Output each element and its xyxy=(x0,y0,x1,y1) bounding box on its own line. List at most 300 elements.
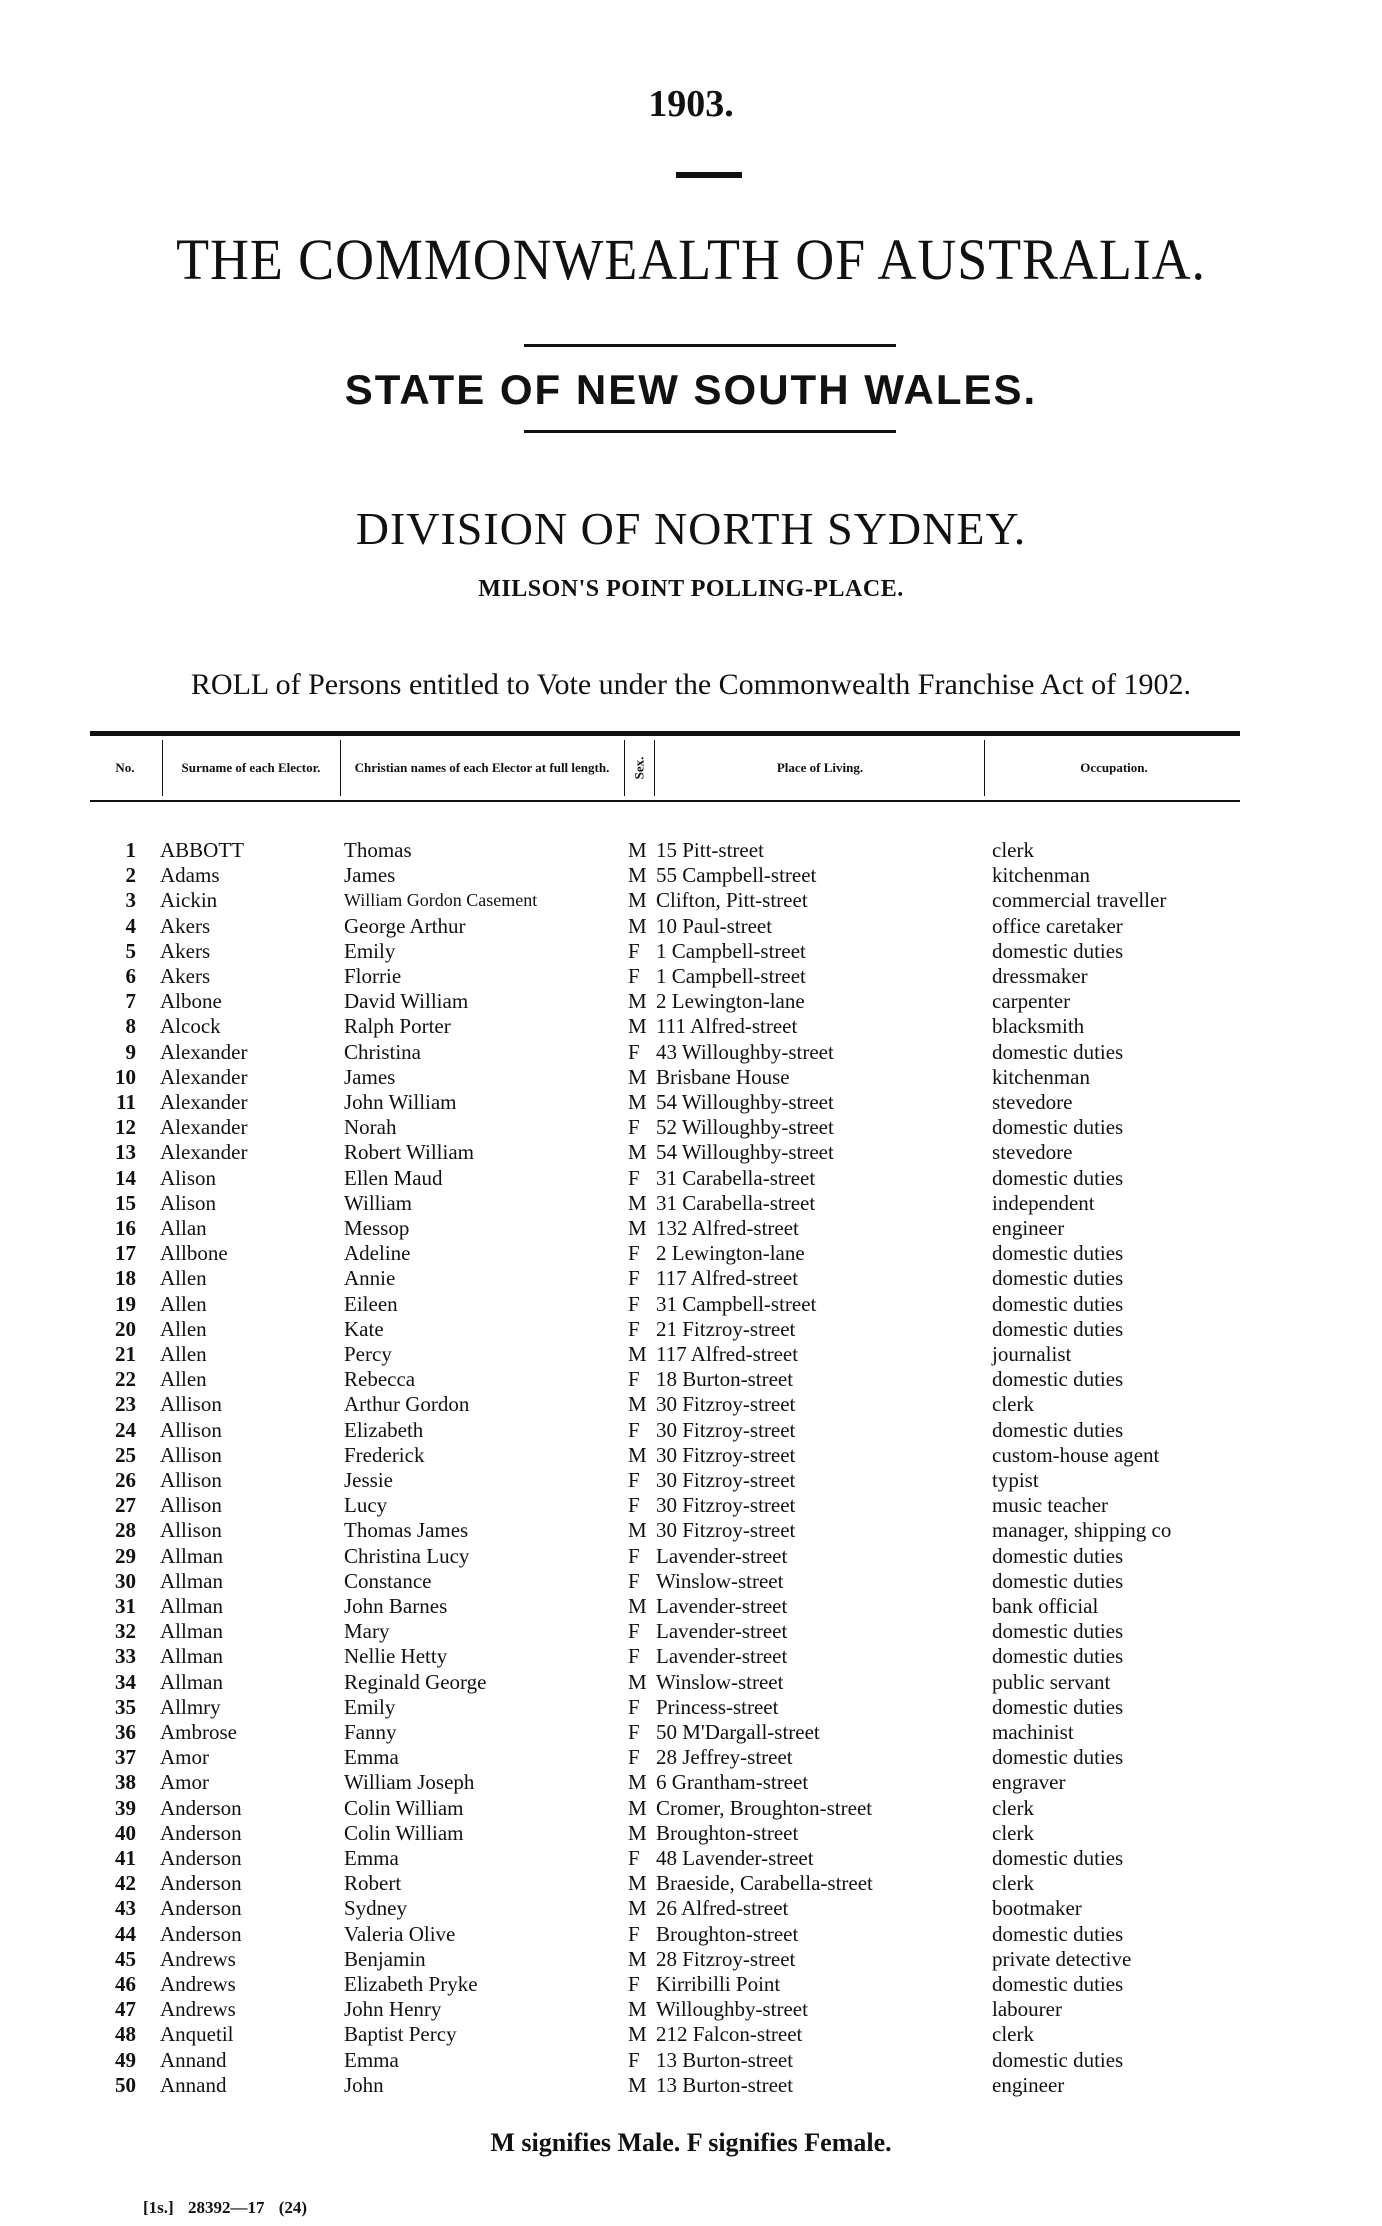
table-row xyxy=(0,838,1382,863)
christian-names-cell: Mary xyxy=(344,1619,390,1644)
sex-cell: M xyxy=(628,1140,647,1165)
place-of-living-cell: 30 Fitzroy-street xyxy=(656,1493,796,1518)
surname-cell: Alexander xyxy=(160,1064,248,1089)
sex-cell: M xyxy=(628,1342,647,1366)
christian-names-cell: George Arthur xyxy=(344,913,466,938)
place-of-living-cell: 31 Carabella-street xyxy=(656,1165,816,1190)
sex-cell: F xyxy=(628,1468,640,1492)
table-row xyxy=(0,2022,1382,2047)
surname-cell: Alison xyxy=(160,1165,217,1190)
row-number: 3 xyxy=(125,888,136,913)
table-row xyxy=(0,1947,1382,1972)
table-row xyxy=(0,888,1382,913)
christian-names-cell: John William xyxy=(344,1090,457,1114)
state-heading: STATE OF NEW SOUTH WALES. xyxy=(344,366,1038,413)
place-of-living-cell: 1 Campbell-street xyxy=(656,938,806,963)
table-row xyxy=(0,1518,1382,1543)
sex-cell: F xyxy=(628,1745,640,1770)
surname-cell: Annand xyxy=(160,2047,227,2072)
occupation-cell: domestic duties xyxy=(992,1266,1124,1291)
place-of-living-cell: Lavender-street xyxy=(656,1644,788,1669)
row-number: 38 xyxy=(115,1770,136,1795)
divider-rule xyxy=(676,172,742,178)
row-number: 7 xyxy=(125,989,136,1014)
table-row xyxy=(0,1468,1382,1493)
surname-cell: Andrews xyxy=(160,1997,236,2022)
sex-cell: F xyxy=(628,1921,640,1946)
christian-names-cell: Annie xyxy=(344,1266,396,1291)
column-header-sex xyxy=(626,742,652,794)
column-divider xyxy=(624,740,625,796)
column-divider xyxy=(654,740,655,796)
row-number: 26 xyxy=(115,1468,136,1492)
row-number: 47 xyxy=(115,1997,136,2022)
place-of-living-cell: 43 Willoughby-street xyxy=(656,1039,834,1064)
occupation-cell: domestic duties xyxy=(992,1367,1124,1392)
sex-cell: M xyxy=(628,1770,647,1795)
sex-cell: F xyxy=(628,1493,640,1518)
christian-names-cell: Robert xyxy=(344,1871,402,1896)
table-header-bottom-rule xyxy=(90,800,1240,802)
table-row xyxy=(0,1619,1382,1644)
surname-cell: Allen xyxy=(160,1316,207,1341)
sex-cell: F xyxy=(628,1720,640,1744)
column-divider xyxy=(984,740,985,796)
sex-legend: M signifies Male. F signifies Female. xyxy=(490,2128,892,2157)
christian-names-cell: Rebecca xyxy=(344,1367,416,1392)
place-of-living-cell: 55 Campbell-street xyxy=(656,863,817,888)
christian-names-cell: Kate xyxy=(344,1316,384,1341)
place-of-living-cell: Brisbane House xyxy=(656,1064,790,1089)
occupation-cell: domestic duties xyxy=(992,1644,1124,1669)
christian-names-cell: Reginald George xyxy=(344,1669,487,1694)
occupation-cell: domestic duties xyxy=(992,2047,1124,2072)
column-header-no: No. xyxy=(115,760,135,775)
row-number: 39 xyxy=(115,1795,136,1820)
occupation-cell: clerk xyxy=(992,1820,1034,1845)
table-row xyxy=(0,1670,1382,1695)
surname-cell: Akers xyxy=(160,964,211,988)
sex-cell: M xyxy=(628,1795,647,1820)
table-row xyxy=(0,1896,1382,1921)
table-row xyxy=(0,1821,1382,1846)
occupation-cell: domestic duties xyxy=(992,1165,1124,1190)
christian-names-cell: William Gordon Casement xyxy=(344,890,538,911)
christian-names-cell: Fanny xyxy=(344,1720,397,1744)
surname-cell: Alexander xyxy=(160,1090,248,1114)
sex-cell: M xyxy=(628,1871,647,1896)
sex-cell: M xyxy=(628,1669,647,1694)
place-of-living-cell: 18 Burton-street xyxy=(656,1367,794,1392)
surname-cell: Alexander xyxy=(160,1039,248,1064)
sex-cell: F xyxy=(628,1644,640,1669)
occupation-cell: engraver xyxy=(992,1770,1066,1795)
christian-names-cell: Messop xyxy=(344,1216,410,1240)
row-number: 8 xyxy=(125,1014,136,1039)
christian-names-cell: James xyxy=(344,863,396,888)
table-row xyxy=(0,1594,1382,1619)
christian-names-cell: Sydney xyxy=(344,1896,407,1921)
table-row xyxy=(0,1090,1382,1115)
place-of-living-cell: 48 Lavender-street xyxy=(656,1846,814,1870)
christian-names-cell: Elizabeth Pryke xyxy=(344,1972,478,1996)
occupation-cell: custom-house agent xyxy=(992,1442,1160,1467)
christian-names-cell: Frederick xyxy=(344,1442,425,1467)
place-of-living-cell: 30 Fitzroy-street xyxy=(656,1442,796,1467)
table-row xyxy=(0,1846,1382,1871)
sex-cell: M xyxy=(628,888,647,913)
row-number: 49 xyxy=(115,2047,136,2072)
place-of-living-cell: Willoughby-street xyxy=(656,1997,808,2022)
occupation-cell: domestic duties xyxy=(992,1745,1124,1770)
occupation-cell: stevedore xyxy=(992,1140,1073,1165)
surname-cell: Allman xyxy=(160,1594,223,1618)
surname-cell: Anderson xyxy=(160,1921,242,1946)
row-number: 35 xyxy=(115,1694,136,1719)
row-number: 45 xyxy=(115,1946,136,1971)
sex-cell: M xyxy=(628,1896,647,1921)
occupation-cell: office caretaker xyxy=(992,913,1123,938)
christian-names-cell: Colin William xyxy=(344,1820,464,1845)
row-number: 20 xyxy=(115,1316,136,1341)
table-row xyxy=(0,1443,1382,1468)
surname-cell: Allen xyxy=(160,1291,207,1316)
occupation-cell: domestic duties xyxy=(992,1568,1124,1593)
sex-cell: M xyxy=(628,989,647,1014)
row-number: 28 xyxy=(115,1518,136,1543)
christian-names-cell: Emma xyxy=(344,2047,399,2072)
row-number: 30 xyxy=(115,1568,136,1593)
sex-cell: F xyxy=(628,1241,640,1266)
row-number: 43 xyxy=(115,1896,136,1921)
division-heading: DIVISION OF NORTH SYDNEY. xyxy=(355,503,1027,554)
sex-cell: M xyxy=(628,1064,647,1089)
surname-cell: ABBOTT xyxy=(160,838,244,862)
sex-cell: M xyxy=(628,1820,647,1845)
row-number: 29 xyxy=(115,1543,136,1568)
row-number: 14 xyxy=(115,1165,136,1190)
occupation-cell: clerk xyxy=(992,2022,1034,2047)
row-number: 40 xyxy=(115,1820,136,1845)
place-of-living-cell: 6 Grantham-street xyxy=(656,1770,809,1795)
row-number: 23 xyxy=(115,1392,136,1417)
occupation-cell: clerk xyxy=(992,1795,1034,1820)
sex-cell: F xyxy=(628,1266,640,1291)
row-number: 46 xyxy=(115,1972,136,1996)
column-header-christian-names: Christian names of each Elector at full length. xyxy=(354,760,610,775)
row-number: 42 xyxy=(115,1871,136,1896)
sex-cell: F xyxy=(628,1367,640,1392)
row-number: 19 xyxy=(115,1291,136,1316)
table-row xyxy=(0,964,1382,989)
occupation-cell: domestic duties xyxy=(992,1316,1124,1341)
column-divider xyxy=(162,740,163,796)
row-number: 41 xyxy=(115,1846,136,1870)
place-of-living-cell: 13 Burton-street xyxy=(656,2072,794,2097)
row-number: 36 xyxy=(115,1720,136,1744)
surname-cell: Allmry xyxy=(160,1694,221,1719)
christian-names-cell: Ellen Maud xyxy=(344,1165,443,1190)
sex-cell: M xyxy=(628,1518,647,1543)
surname-cell: Aickin xyxy=(160,888,218,913)
occupation-cell: stevedore xyxy=(992,1090,1073,1114)
christian-names-cell: Eileen xyxy=(344,1291,398,1316)
table-row xyxy=(0,1166,1382,1191)
document-title: THE COMMONWEALTH OF AUSTRALIA. xyxy=(176,227,1206,292)
row-number: 48 xyxy=(115,2022,136,2047)
christian-names-cell: Valeria Olive xyxy=(344,1921,456,1946)
sex-cell: M xyxy=(628,863,647,888)
sex-cell: M xyxy=(628,1946,647,1971)
christian-names-cell: Emma xyxy=(344,1846,399,1870)
surname-cell: Ambrose xyxy=(160,1720,237,1744)
sex-cell: F xyxy=(628,1417,640,1442)
print-reference: [1s.] 28392—17 (24) xyxy=(143,2198,308,2217)
place-of-living-cell: Clifton, Pitt-street xyxy=(656,888,808,913)
surname-cell: Anquetil xyxy=(160,2022,234,2047)
place-of-living-cell: Broughton-street xyxy=(656,1921,799,1946)
occupation-cell: domestic duties xyxy=(992,1543,1124,1568)
christian-names-cell: Emma xyxy=(344,1745,399,1770)
christian-names-cell: Colin William xyxy=(344,1795,464,1820)
surname-cell: Allbone xyxy=(160,1241,228,1266)
table-row xyxy=(0,1770,1382,1795)
place-of-living-cell: Lavender-street xyxy=(656,1619,788,1644)
table-row xyxy=(0,1065,1382,1090)
place-of-living-cell: 50 M'Dargall-street xyxy=(656,1720,820,1744)
occupation-cell: domestic duties xyxy=(992,1291,1124,1316)
place-of-living-cell: Broughton-street xyxy=(656,1820,799,1845)
table-row xyxy=(0,1191,1382,1216)
surname-cell: Allan xyxy=(160,1216,207,1240)
divider-rule xyxy=(524,344,896,347)
row-number: 24 xyxy=(115,1417,136,1442)
place-of-living-cell: 111 Alfred-street xyxy=(656,1014,798,1039)
place-of-living-cell: 31 Carabella-street xyxy=(656,1190,816,1215)
table-row xyxy=(0,939,1382,964)
sex-cell: F xyxy=(628,1316,640,1341)
occupation-cell: engineer xyxy=(992,1216,1065,1240)
row-number: 1 xyxy=(125,838,136,862)
table-row xyxy=(0,1796,1382,1821)
christian-names-cell: Jessie xyxy=(344,1468,393,1492)
sex-cell: F xyxy=(628,1165,640,1190)
table-row xyxy=(0,1392,1382,1417)
row-number: 17 xyxy=(115,1241,136,1266)
row-number: 32 xyxy=(115,1619,136,1644)
christian-names-cell: John Barnes xyxy=(344,1594,448,1618)
table-row xyxy=(0,1871,1382,1896)
place-of-living-cell: 21 Fitzroy-street xyxy=(656,1316,796,1341)
surname-cell: Akers xyxy=(160,938,211,963)
table-row xyxy=(0,1644,1382,1669)
christian-names-cell: Constance xyxy=(344,1568,432,1593)
surname-cell: Andrews xyxy=(160,1972,236,1996)
surname-cell: Amor xyxy=(160,1745,209,1770)
place-of-living-cell: Princess-street xyxy=(656,1694,779,1719)
roll-title: ROLL of Persons entitled to Vote under the Commonwealth Franchise Act of 1902. xyxy=(190,668,1192,701)
surname-cell: Allen xyxy=(160,1342,207,1366)
christian-names-cell: Ralph Porter xyxy=(344,1014,451,1039)
surname-cell: Alcock xyxy=(160,1014,221,1039)
place-of-living-cell: 26 Alfred-street xyxy=(656,1896,789,1921)
row-number: 34 xyxy=(115,1669,136,1694)
surname-cell: Allman xyxy=(160,1669,223,1694)
row-number: 12 xyxy=(115,1115,136,1140)
column-header-surname: Surname of each Elector. xyxy=(181,760,321,775)
table-row xyxy=(0,1367,1382,1392)
table-row xyxy=(0,1922,1382,1947)
christian-names-cell: Emily xyxy=(344,1694,396,1719)
surname-cell: Anderson xyxy=(160,1820,242,1845)
christian-names-cell: David William xyxy=(344,989,469,1014)
place-of-living-cell: 30 Fitzroy-street xyxy=(656,1392,796,1417)
place-of-living-cell: Cromer, Broughton-street xyxy=(656,1795,873,1820)
row-number: 16 xyxy=(115,1216,136,1240)
surname-cell: Andrews xyxy=(160,1946,236,1971)
surname-cell: Allison xyxy=(160,1518,222,1543)
sex-cell: F xyxy=(628,1543,640,1568)
place-of-living-cell: 30 Fitzroy-street xyxy=(656,1417,796,1442)
place-of-living-cell: 132 Alfred-street xyxy=(656,1216,799,1240)
surname-cell: Anderson xyxy=(160,1896,242,1921)
sex-cell: M xyxy=(628,838,647,862)
table-row xyxy=(0,1720,1382,1745)
table-row xyxy=(0,1695,1382,1720)
row-number: 4 xyxy=(125,913,136,938)
christian-names-cell: Norah xyxy=(344,1115,397,1140)
table-row xyxy=(0,1569,1382,1594)
column-header-place: Place of Living. xyxy=(776,760,864,775)
table-row xyxy=(0,1745,1382,1770)
row-number: 15 xyxy=(115,1190,136,1215)
table-row xyxy=(0,1140,1382,1165)
surname-cell: Allison xyxy=(160,1392,222,1417)
occupation-cell: dressmaker xyxy=(992,964,1088,988)
place-of-living-cell: 117 Alfred-street xyxy=(656,1266,799,1291)
place-of-living-cell: 30 Fitzroy-street xyxy=(656,1518,796,1543)
occupation-cell: music teacher xyxy=(992,1493,1109,1518)
row-number: 13 xyxy=(115,1140,136,1165)
row-number: 6 xyxy=(125,964,136,988)
christian-names-cell: James xyxy=(344,1064,396,1089)
place-of-living-cell: 117 Alfred-street xyxy=(656,1342,799,1366)
christian-names-cell: William xyxy=(344,1190,412,1215)
sex-cell: M xyxy=(628,1442,647,1467)
surname-cell: Alexander xyxy=(160,1115,248,1140)
row-number: 25 xyxy=(115,1442,136,1467)
christian-names-cell: William Joseph xyxy=(344,1770,475,1795)
surname-cell: Anderson xyxy=(160,1795,242,1820)
occupation-cell: typist xyxy=(992,1468,1039,1492)
sex-cell: F xyxy=(628,1972,640,1996)
place-of-living-cell: Winslow-street xyxy=(656,1568,784,1593)
surname-cell: Allman xyxy=(160,1644,223,1669)
christian-names-cell: Elizabeth xyxy=(344,1417,424,1442)
sex-cell: M xyxy=(628,913,647,938)
occupation-cell: bootmaker xyxy=(992,1896,1082,1921)
surname-cell: Amor xyxy=(160,1770,209,1795)
table-row xyxy=(0,1292,1382,1317)
christian-names-cell: John Henry xyxy=(344,1997,442,2022)
column-divider xyxy=(340,740,341,796)
sex-cell: M xyxy=(628,1594,647,1618)
row-number: 44 xyxy=(115,1921,136,1946)
occupation-cell: journalist xyxy=(992,1342,1072,1366)
sex-cell: M xyxy=(628,1216,647,1240)
christian-names-cell: Baptist Percy xyxy=(344,2022,457,2047)
christian-names-cell: Emily xyxy=(344,938,396,963)
christian-names-cell: Florrie xyxy=(344,964,402,988)
place-of-living-cell: 2 Lewington-lane xyxy=(656,989,805,1014)
occupation-cell: manager, shipping co xyxy=(992,1518,1172,1543)
surname-cell: Allen xyxy=(160,1266,207,1291)
table-header-top-rule xyxy=(90,731,1240,736)
sex-cell: M xyxy=(628,1090,647,1114)
occupation-cell: domestic duties xyxy=(992,1921,1124,1946)
place-of-living-cell: 54 Willoughby-street xyxy=(656,1140,834,1165)
occupation-cell: public servant xyxy=(992,1669,1111,1694)
occupation-cell: labourer xyxy=(992,1997,1062,2022)
row-number: 5 xyxy=(125,938,136,963)
occupation-cell: domestic duties xyxy=(992,938,1124,963)
surname-cell: Akers xyxy=(160,913,211,938)
polling-place-heading: MILSON'S POINT POLLING-PLACE. xyxy=(478,576,904,602)
table-row xyxy=(0,1972,1382,1997)
occupation-cell: clerk xyxy=(992,1871,1034,1896)
table-row xyxy=(0,989,1382,1014)
sex-cell: M xyxy=(628,2022,647,2047)
christian-names-cell: Thomas xyxy=(344,838,412,862)
place-of-living-cell: Lavender-street xyxy=(656,1594,788,1618)
table-row xyxy=(0,1317,1382,1342)
surname-cell: Anderson xyxy=(160,1871,242,1896)
row-number: 50 xyxy=(115,2072,136,2097)
surname-cell: Albone xyxy=(160,989,222,1014)
surname-cell: Allman xyxy=(160,1619,223,1644)
sex-cell: F xyxy=(628,964,640,988)
place-of-living-cell: Winslow-street xyxy=(656,1669,784,1694)
table-row xyxy=(0,1997,1382,2022)
place-of-living-cell: 28 Fitzroy-street xyxy=(656,1946,796,1971)
table-row xyxy=(0,1014,1382,1039)
row-number: 2 xyxy=(125,863,136,888)
table-row xyxy=(0,1493,1382,1518)
row-number: 11 xyxy=(116,1090,136,1114)
document-year: 1903. xyxy=(648,83,734,125)
column-header-sex-label: Sex. xyxy=(631,756,646,780)
place-of-living-cell: 30 Fitzroy-street xyxy=(656,1468,796,1492)
row-number: 22 xyxy=(115,1367,136,1392)
occupation-cell: commercial traveller xyxy=(992,888,1167,913)
sex-cell: F xyxy=(628,1568,640,1593)
occupation-cell: domestic duties xyxy=(992,1846,1124,1870)
table-row xyxy=(0,1342,1382,1367)
sex-cell: F xyxy=(628,1694,640,1719)
christian-names-cell: John xyxy=(344,2072,384,2097)
occupation-cell: domestic duties xyxy=(992,1417,1124,1442)
sex-cell: F xyxy=(628,1619,640,1644)
table-row xyxy=(0,1418,1382,1443)
place-of-living-cell: Braeside, Carabella-street xyxy=(656,1871,873,1896)
surname-cell: Allman xyxy=(160,1568,223,1593)
surname-cell: Annand xyxy=(160,2072,227,2097)
surname-cell: Allison xyxy=(160,1468,222,1492)
occupation-cell: engineer xyxy=(992,2072,1065,2097)
sex-cell: F xyxy=(628,1039,640,1064)
place-of-living-cell: 2 Lewington-lane xyxy=(656,1241,805,1266)
occupation-cell: bank official xyxy=(992,1594,1099,1618)
